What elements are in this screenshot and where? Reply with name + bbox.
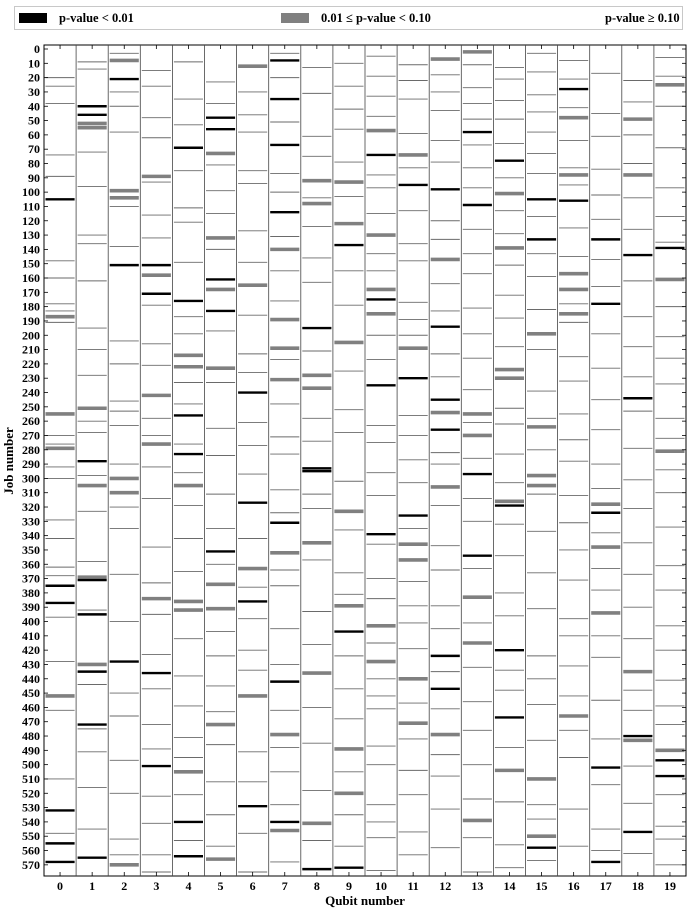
x-tick-label: 19 (663, 879, 676, 893)
y-tick-label: 0 (34, 42, 40, 56)
y-tick-label: 470 (22, 714, 40, 729)
y-tick-label: 140 (22, 242, 40, 257)
x-tick-label: 1 (89, 879, 96, 893)
x-tick-label: 11 (407, 879, 419, 893)
y-tick-label: 330 (22, 514, 40, 529)
x-axis-label: Qubit number (325, 893, 405, 908)
y-tick-label: 10 (28, 56, 40, 71)
y-tick-label: 520 (22, 786, 40, 801)
y-tick-label: 420 (22, 643, 40, 658)
y-tick-label: 380 (22, 585, 40, 600)
y-tick-label: 390 (22, 600, 40, 615)
y-tick-label: 230 (22, 371, 40, 386)
y-tick-label: 130 (22, 228, 40, 243)
x-tick-label: 12 (439, 879, 452, 893)
y-tick-label: 80 (28, 156, 40, 171)
y-tick-label: 530 (22, 800, 40, 815)
y-tick-label: 510 (22, 771, 40, 786)
y-tick-label: 500 (22, 757, 40, 772)
x-tick-label: 0 (57, 879, 64, 893)
y-tick-label: 440 (22, 671, 40, 686)
legend-label-strong: p-value < 0.01 (59, 10, 134, 25)
y-tick-label: 170 (22, 285, 40, 300)
x-tick-label: 10 (375, 879, 388, 893)
y-tick-label: 560 (22, 843, 40, 858)
y-tick-label: 360 (22, 557, 40, 572)
y-tick-label: 120 (22, 213, 40, 228)
y-tick-label: 20 (28, 70, 40, 85)
y-tick-label: 370 (22, 571, 40, 586)
y-tick-label: 30 (28, 84, 40, 99)
x-tick-label: 4 (185, 879, 192, 893)
y-tick-label: 220 (22, 356, 40, 371)
x-tick-label: 2 (121, 879, 128, 893)
x-tick-label: 13 (471, 879, 484, 893)
x-tick-label: 9 (345, 879, 352, 893)
y-tick-label: 290 (22, 457, 40, 472)
y-tick-label: 350 (22, 542, 40, 557)
y-tick-label: 480 (22, 729, 40, 744)
x-tick-label: 6 (249, 879, 256, 893)
y-tick-label: 280 (22, 442, 40, 457)
y-tick-label: 160 (22, 271, 40, 286)
x-tick-label: 18 (631, 879, 644, 893)
legend-label-weak: p-value ≥ 0.10 (605, 10, 680, 25)
y-tick-label: 50 (28, 113, 40, 128)
y-tick-label: 550 (22, 829, 40, 844)
y-tick-label: 250 (22, 399, 40, 414)
y-tick-label: 60 (28, 127, 40, 142)
y-tick-label: 260 (22, 414, 40, 429)
y-tick-label: 70 (28, 142, 40, 157)
x-tick-label: 5 (217, 879, 224, 893)
y-tick-label: 320 (22, 500, 40, 515)
y-tick-label: 310 (22, 485, 40, 500)
y-tick-label: 110 (22, 199, 40, 214)
y-tick-label: 540 (22, 814, 40, 829)
y-tick-label: 210 (22, 342, 40, 357)
y-tick-label: 270 (22, 428, 40, 443)
y-tick-label: 190 (22, 313, 40, 328)
x-tick-label: 3 (153, 879, 160, 893)
x-tick-label: 7 (281, 879, 288, 893)
y-tick-label: 100 (22, 185, 40, 200)
y-tick-label: 40 (28, 99, 40, 114)
y-tick-label: 430 (22, 657, 40, 672)
x-tick-label: 17 (599, 879, 612, 893)
y-tick-label: 400 (22, 614, 40, 629)
y-tick-label: 150 (22, 256, 40, 271)
x-tick-label: 15 (535, 879, 548, 893)
y-axis-label: Job number (1, 427, 16, 495)
x-tick-label: 16 (567, 879, 580, 893)
y-tick-label: 460 (22, 700, 40, 715)
y-tick-label: 490 (22, 743, 40, 758)
y-tick-label: 410 (22, 628, 40, 643)
y-tick-label: 570 (22, 857, 40, 872)
y-tick-label: 340 (22, 528, 40, 543)
legend-label-moderate: 0.01 ≤ p-value < 0.10 (321, 10, 431, 25)
x-tick-label: 14 (503, 879, 516, 893)
y-tick-label: 300 (22, 471, 40, 486)
y-tick-label: 240 (22, 385, 40, 400)
y-tick-label: 450 (22, 686, 40, 701)
y-tick-label: 90 (28, 170, 40, 185)
y-tick-label: 180 (22, 299, 40, 314)
x-tick-label: 8 (313, 879, 320, 893)
y-tick-label: 200 (22, 328, 40, 343)
